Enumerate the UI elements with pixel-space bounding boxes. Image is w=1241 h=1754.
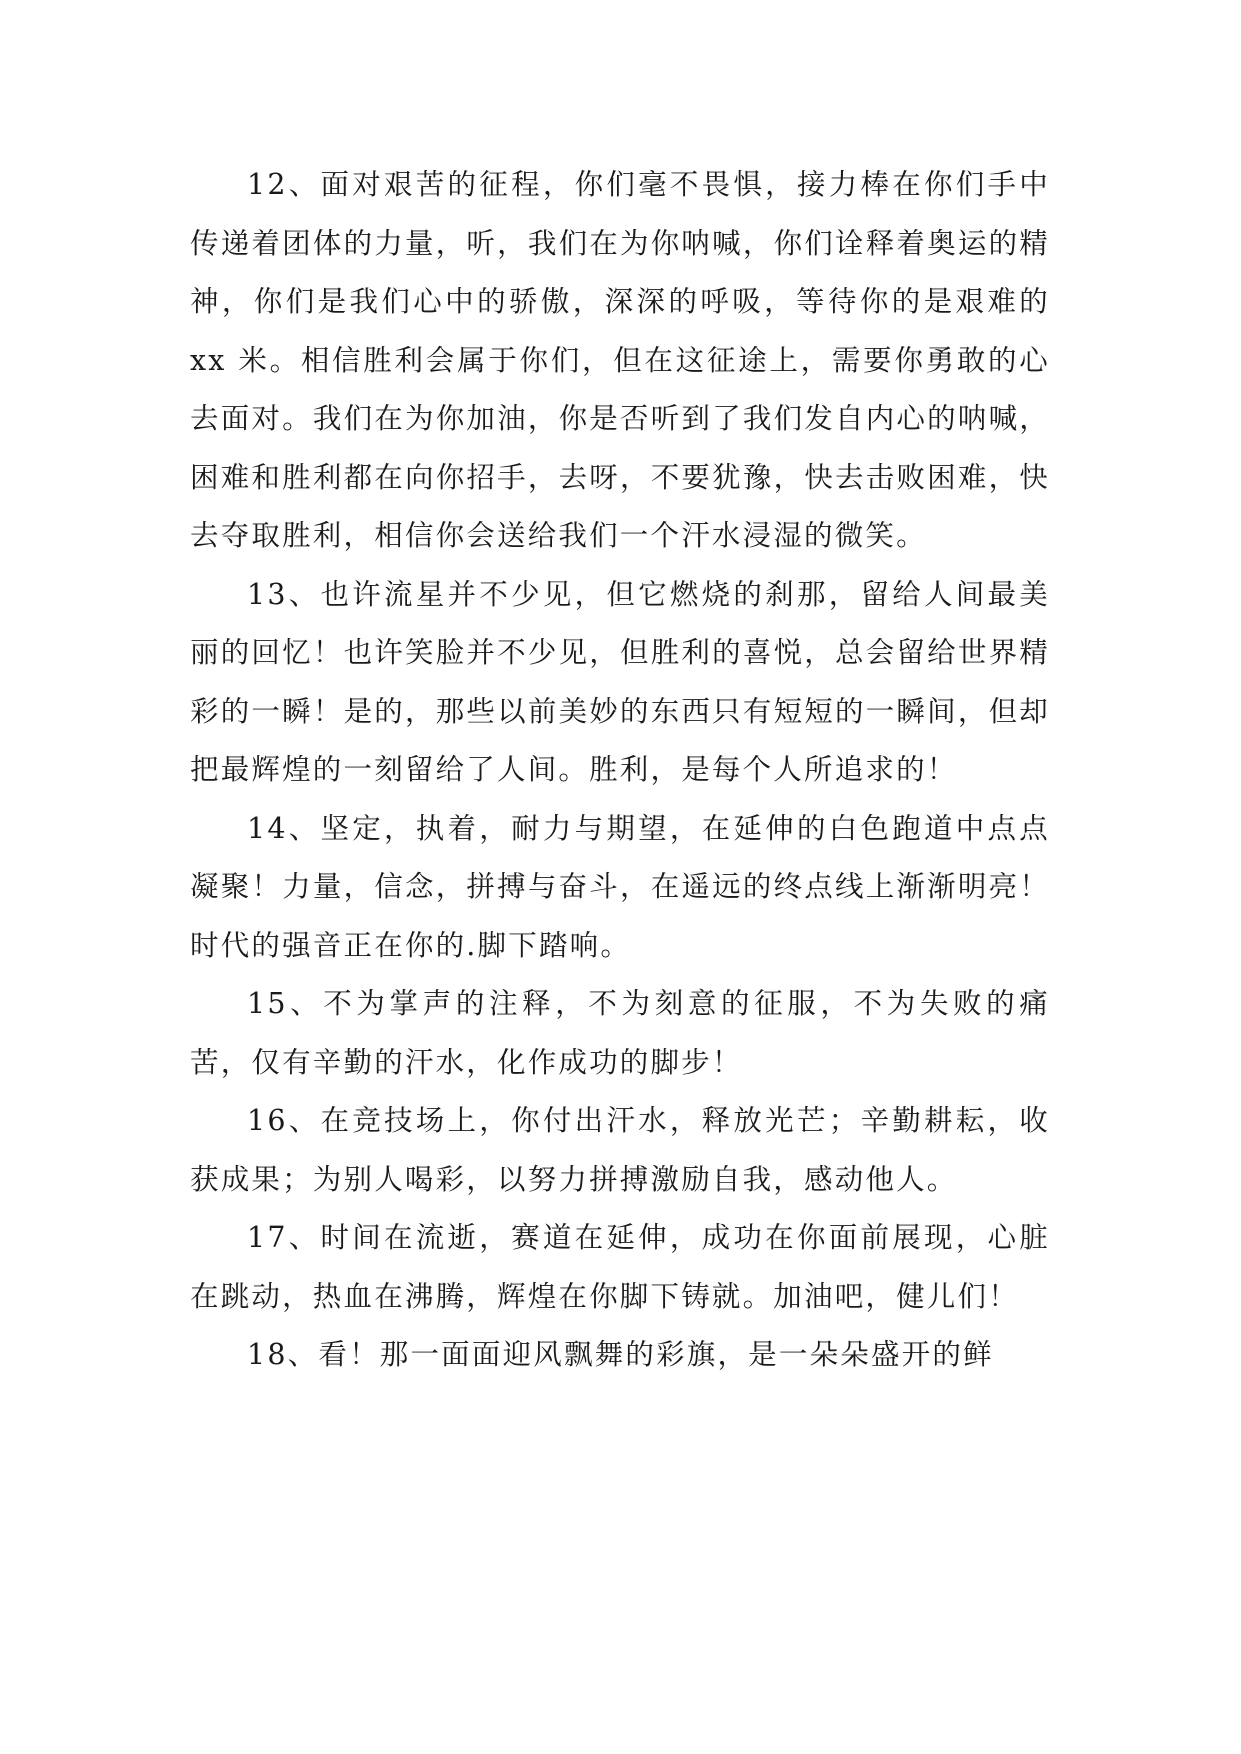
paragraph-14: 14、坚定，执着，耐力与期望，在延伸的白色跑道中点点凝聚！力量，信念，拼搏与奋斗，在遥远的终点线上渐渐明亮！时代的强音正在你的.脚下踏响。: [190, 811, 1050, 962]
paragraph-17: 17、时间在流逝，赛道在延伸，成功在你面前展现，心脏在跳动，热血在沸腾，辉煌在你脚下铸就。加油吧，健儿们！: [190, 1221, 1050, 1313]
paragraph-18: 18、看！那一面面迎风飘舞的彩旗，是一朵朵盛开的鲜: [247, 1338, 994, 1371]
document-body: [190, 156, 1050, 1385]
paragraph-16: 16、在竞技场上，你付出汗水，释放光芒；辛勤耕耘，收获成果；为别人喝彩，以努力拼搏激励自我，感动他人。: [190, 1104, 1050, 1196]
paragraph-12: 12、面对艰苦的征程，你们毫不畏惧，接力棒在你们手中传递着团体的力量，听，我们在为你呐喊，你们诠释着奥运的精神，你们是我们心中的骄傲，深深的呼吸，等待你的是艰难的 xx 米。相信胜利会属于你们，但在这征途上，需要你勇敢的心去面对。我们在为你加油，你是否听到了我们发自内心的呐喊，困难和胜利都在向你招手，去呀，不要犹豫，快去击败困难，快去夺取胜利，相信你会送给我们一个汗水浸湿的微笑。: [190, 168, 1050, 552]
paragraph-15: 15、不为掌声的注释，不为刻意的征服，不为失败的痛苦，仅有辛勤的汗水，化作成功的脚步！: [190, 987, 1050, 1079]
paragraph-13: 13、也许流星并不少见，但它燃烧的刹那，留给人间最美丽的回忆！也许笑脸并不少见，但胜利的喜悦，总会留给世界精彩的一瞬！是的，那些以前美妙的东西只有短短的一瞬间，但却把最辉煌的一刻留给了人间。胜利，是每个人所追求的！: [190, 577, 1050, 786]
